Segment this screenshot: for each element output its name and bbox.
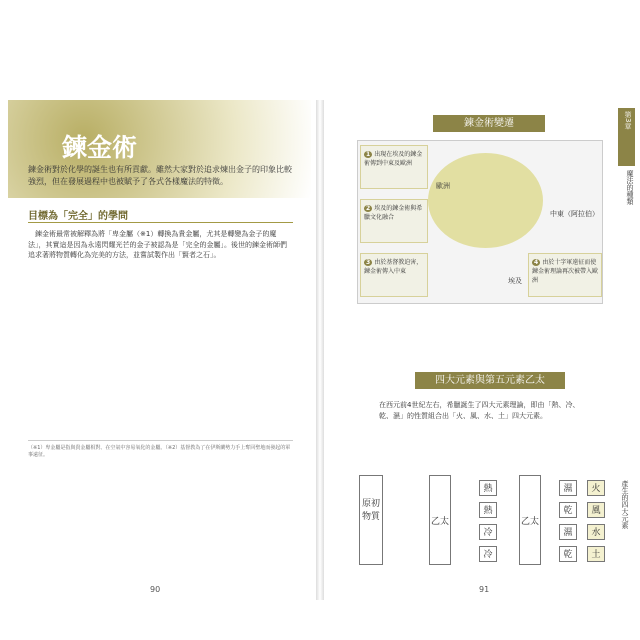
- page-number-right: 91: [479, 585, 490, 594]
- map-label-europe: 歐洲: [436, 182, 450, 190]
- left-page: [8, 100, 311, 600]
- map-label-egypt: 埃及: [508, 277, 522, 285]
- body-text: 鍊金術最常被解釋為將「卑金屬（※1）轉換為貴金屬，尤其是轉變為金子的魔法」，其實這是因為永遠閃耀光芒的金子被認為是「完全的金屬」。後世的鍊金術師們追求著將物質轉化為完美的方法，並嘗試製作出「賢者之石」。: [28, 230, 287, 259]
- gutter: [316, 100, 324, 600]
- result-label: 產生的四大元素: [621, 480, 629, 529]
- quality-cold-2: 冷: [479, 546, 497, 562]
- map-label-middle-east: 中東（阿拉伯）: [550, 210, 599, 218]
- pair-wet-2: 濕: [559, 524, 577, 540]
- map-region: [428, 153, 543, 248]
- ether-box-1: 乙太: [429, 475, 451, 565]
- chapter-title: 魔法的種類: [626, 170, 634, 205]
- callout-2: 2 埃及的鍊金術與希臘文化融合: [360, 199, 428, 243]
- quality-hot-2: 熱: [479, 502, 497, 518]
- element-water: 水: [587, 524, 605, 540]
- page-title: 鍊金術: [62, 133, 138, 162]
- page-number-left: 90: [150, 585, 161, 594]
- elements-caption: 在西元前4世紀左右，希臘誕生了四大元素理論，即由「熱、冷、乾、濕」的性質組合出「火、風、水、土」四大元素。: [379, 401, 580, 420]
- ether-box-2: 乙太: [519, 475, 541, 565]
- intro-text: 鍊金術對於化學的誕生也有所貢獻。雖然大家對於追求煉出金子的印象比較強烈，但在發展過程中也被賦予了各式各樣魔法的特徵。: [28, 165, 292, 186]
- section-heading: 目標為「完全」的學問: [28, 207, 293, 223]
- chapter-tab: 第3章: [618, 108, 635, 166]
- element-wind: 風: [587, 502, 605, 518]
- pair-wet-1: 濕: [559, 480, 577, 496]
- elements-diagram: [359, 470, 605, 580]
- pair-dry-1: 乾: [559, 502, 577, 518]
- footnotes: （※1）卑金屬是指與貴金屬相對、在空氣中容易氧化的金屬。（※2）基督教為了在伊斯蘭勢力手上奪回聖地而發起的軍事遠征。: [28, 440, 293, 458]
- elements-heading: 四大元素與第五元素乙太: [415, 372, 565, 389]
- right-page: [329, 100, 635, 600]
- callout-3: 3 由於基督教迫害，鍊金術傳入中東: [360, 253, 428, 297]
- quality-cold-1: 冷: [479, 524, 497, 540]
- element-earth: 土: [587, 546, 605, 562]
- quality-hot-1: 熱: [479, 480, 497, 496]
- callout-1: 1 出現在埃及的鍊金術傳到中東及歐洲: [360, 145, 428, 189]
- prime-matter-box: 原初物質: [359, 475, 383, 565]
- element-fire: 火: [587, 480, 605, 496]
- map-heading: 鍊金術變遷: [433, 115, 545, 132]
- alchemy-map: [357, 140, 603, 304]
- pair-dry-2: 乾: [559, 546, 577, 562]
- callout-4: 4 由於十字軍遠征而使鍊金術理論再次被帶入歐洲: [528, 253, 602, 297]
